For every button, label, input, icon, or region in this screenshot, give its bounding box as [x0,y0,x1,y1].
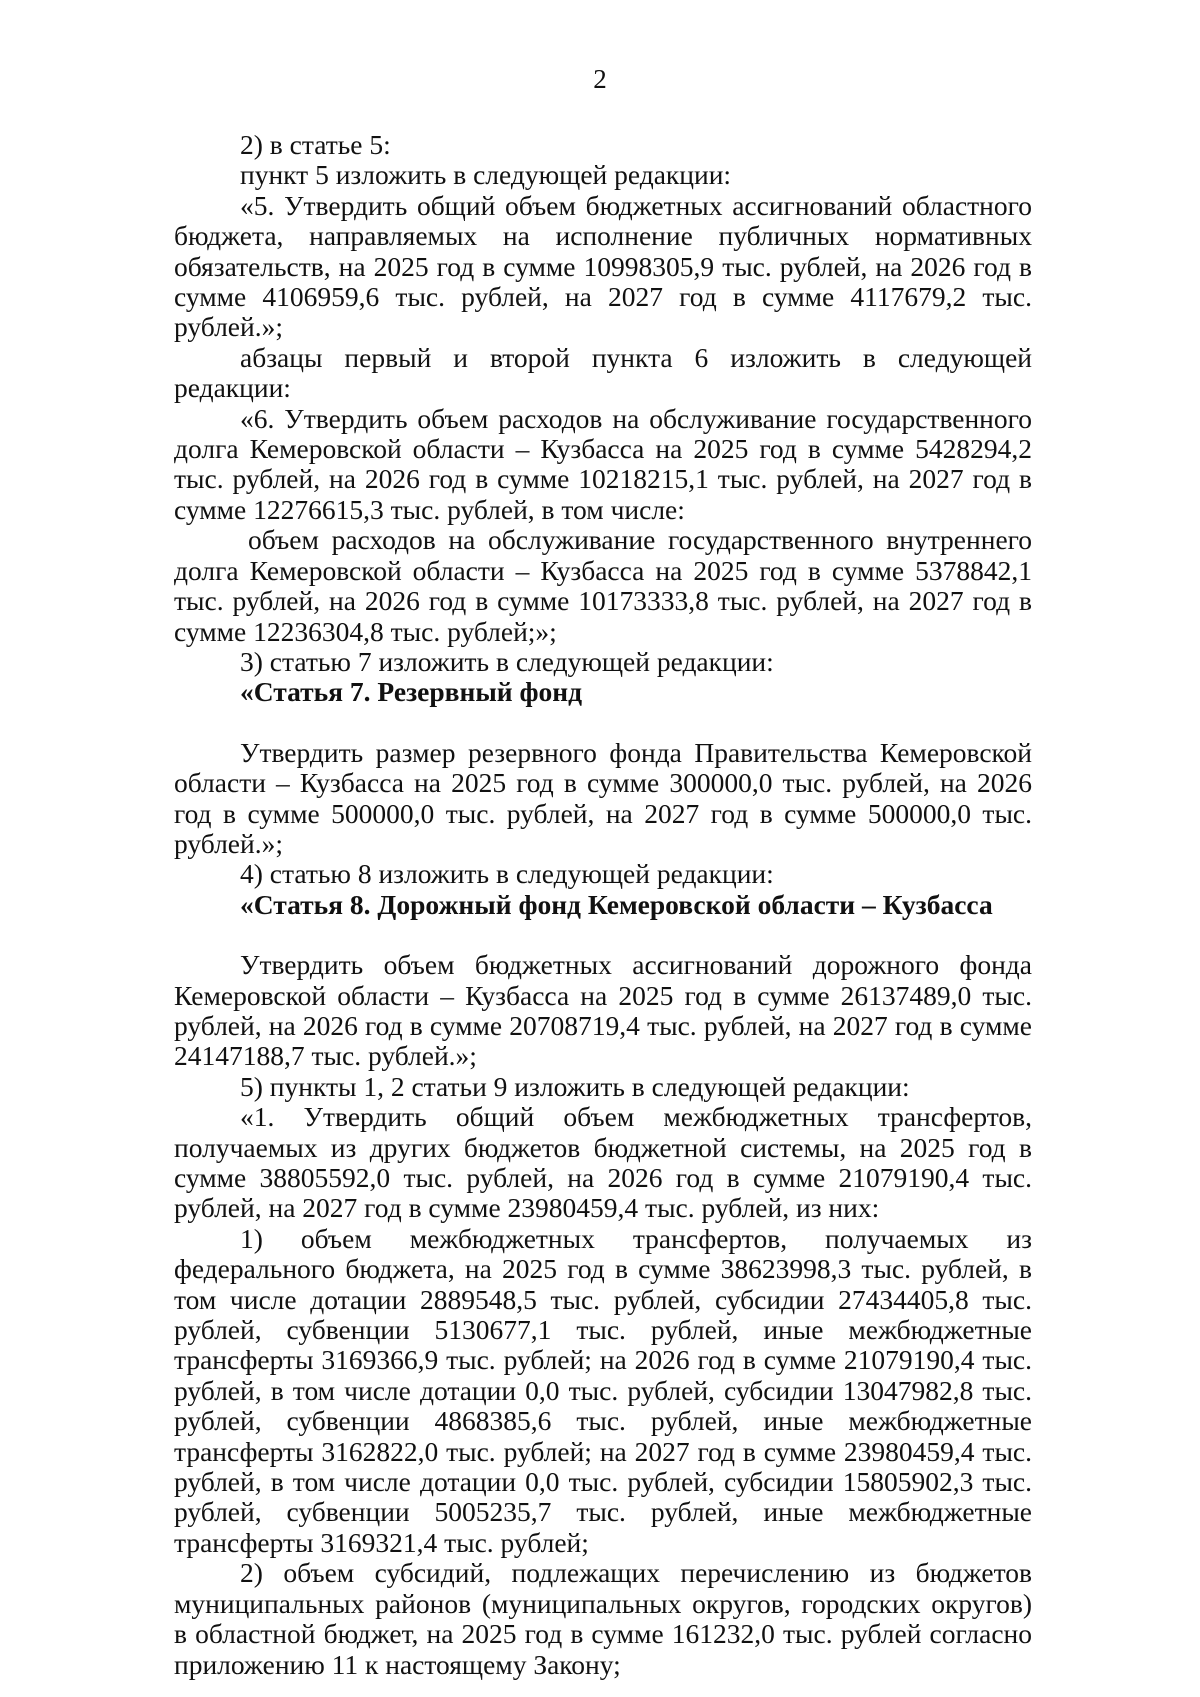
paragraph-subpoint-1: 1) объем межбюджетных трансфертов, получаемых из федерального бюджета, на 2025 год в сумме 38623998,3 тыс. рублей, в том числе дотации 2889548,5 тыс. рублей, субсидии 27434405,8 тыс. рублей, субвенции 5130677,1 тыс. рублей, иные межбюджетные трансферты 3169366,9 тыс. рублей; на 2026 год в сумме 21079190,4 тыс. рублей, в том числе дотации 0,0 тыс. рублей, субсидии 13047982,8 тыс. рублей, субвенции 4868385,6 тыс. рублей, иные межбюджетные трансферты 3162822,0 тыс. рублей; на 2027 год в сумме 23980459,4 тыс. рублей, в том числе дотации 0,0 тыс. рублей, субсидии 15805902,3 тыс. рублей, субвенции 5005235,7 тыс. рублей, иные межбюджетные трансферты 3169321,4 тыс. рублей; [174,1222,1032,1558]
paragraph-instruction: пункт 5 изложить в следующей редакции: [240,159,732,191]
document-body [174,130,1032,1680]
paragraph-point-1: «1. Утвердить общий объем межбюджетных трансфертов, получаемых из других бюджетов бюджетной системы, на 2025 год в сумме 38805592,0 тыс. рублей, на 2026 год в сумме 21079190,4 тыс. рублей, на 2027 год в сумме 23980459,4 тыс. рублей, из них: [174,1101,1032,1224]
paragraph-subpoint-2: 2) объем субсидий, подлежащих перечислению из бюджетов муниципальных районов (муниципальных округов, городских округов) в областной бюджет, на 2025 год в сумме 161232,0 тыс. рублей согласно приложению 11 к настоящему Закону; [174,1557,1032,1680]
paragraph-point-6: «6. Утвердить объем расходов на обслуживание государственного долга Кемеровской области – Кузбасса на 2025 год в сумме 5428294,2 тыс. рублей, на 2026 год в сумме 10218215,1 тыс. рублей, на 2027 год в сумме 12276615,3 тыс. рублей, в том числе: [174,402,1032,525]
spacer [174,708,1032,738]
paragraph-item-2: 2) в статье 5: [240,129,391,160]
paragraph-item-5: 5) пункты 1, 2 статьи 9 изложить в следующей редакции: [240,1070,910,1102]
paragraph-item-4: 4) статью 8 изложить в следующей редакции: [240,858,774,890]
paragraph-reserve-fund: Утвердить размер резервного фонда Правительства Кемеровской области – Кузбасса на 2025 год в сумме 300000,0 тыс. рублей, на 2026 год в сумме 500000,0 тыс. рублей, на 2027 год в сумме 500000,0 тыс. рублей.»; [174,736,1032,859]
paragraph-item-3: 3) статью 7 изложить в следующей редакции: [240,645,774,677]
article-7-heading: «Статья 7. Резервный фонд [240,676,583,708]
page-number: 2 [593,64,607,94]
paragraph-internal-debt: объем расходов на обслуживание государственного внутреннего долга Кемеровской области – Кузбасса на 2025 год в сумме 5378842,1 тыс. рублей, на 2026 год в сумме 10173333,8 тыс. рублей, на 2027 год в сумме 12236304,8 тыс. рублей;»; [174,524,1032,647]
paragraph-point-5: «5. Утвердить общий объем бюджетных ассигнований областного бюджета, направляемых на исполнение публичных нормативных обязательств, на 2025 год в сумме 10998305,9 тыс. рублей, на 2026 год в сумме 4106959,6 тыс. рублей, на 2027 год в сумме 4117679,2 тыс. рублей.»; [174,189,1032,343]
paragraph-instruction: абзацы первый и второй пункта 6 изложить в следующей редакции: [174,341,1032,404]
paragraph-road-fund: Утвердить объем бюджетных ассигнований дорожного фонда Кемеровской области – Кузбасса на 2025 год в сумме 26137489,0 тыс. рублей, на 2026 год в сумме 20708719,4 тыс. рублей, на 2027 год в сумме 24147188,7 тыс. рублей.»; [174,949,1032,1072]
article-8-heading: «Статья 8. Дорожный фонд Кемеровской области – Кузбасса [240,888,993,920]
spacer [174,920,1032,950]
